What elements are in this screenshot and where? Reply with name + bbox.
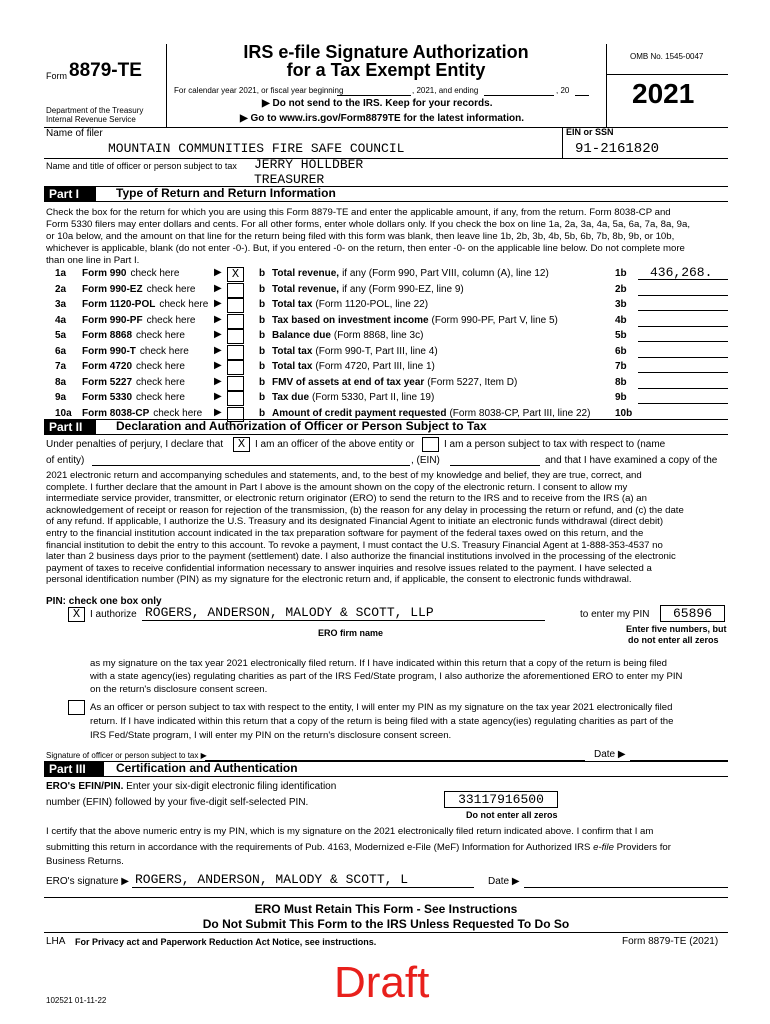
line-amount[interactable]: 436,268. <box>650 265 713 280</box>
line-form <box>82 330 185 341</box>
form-code: 102521 01-11-22 <box>46 996 107 1005</box>
ero-firm-name: ROGERS, ANDERSON, MALODY & SCOTT, LLP <box>145 605 434 620</box>
officer-signature-label: Signature of officer or person subject to tax ▶ <box>46 751 207 760</box>
line-description <box>272 299 428 310</box>
line-form-name: Form 5330 <box>82 392 133 403</box>
part1-instr-4: whichever is applicable, blank (do not enter -0-). But, if you entered -0- on the return, then enter -0- on the applicable line below. Do not complete more <box>46 243 685 254</box>
line-ref-number: 2b <box>615 283 627 295</box>
declaration-line: entry to the financial institution account indicated in the tax preparation software for payment of the federal taxes owed on this return, and the <box>46 528 644 539</box>
line-form <box>82 377 185 388</box>
line-check-text: check here <box>139 345 189 357</box>
line-desc-text: (Form 5330, Part II, line 19) <box>312 392 435 403</box>
line-number: 7a <box>55 361 67 372</box>
alt-para-3: IRS Fed/State program, I will enter my PIN on the return's disclosure consent screen. <box>90 730 452 741</box>
line-form <box>82 408 202 419</box>
line-checkbox[interactable] <box>227 345 244 360</box>
tax-year: 2021 <box>632 78 695 109</box>
line-check-text: check here <box>136 361 185 372</box>
arrow-icon: ▶ <box>214 375 222 387</box>
line-number: 2a <box>55 283 67 295</box>
line-desc-text: (Form 4720, Part III, line 1) <box>315 361 435 372</box>
line-form <box>82 315 196 326</box>
certify-2: submitting this return in accordance with the requirements of Pub. 4163, Modernized e-File (MeF) Information for Authorized IRS <box>46 842 591 853</box>
certify-3: Business Returns. <box>46 856 124 867</box>
line-check-text: check here <box>136 392 185 403</box>
line-desc-bold: Total tax <box>272 345 313 357</box>
line-form-name: Form 990-T <box>82 345 136 357</box>
form-number: 8879-TE <box>69 60 142 81</box>
line-description <box>272 268 549 279</box>
lha-label: LHA <box>46 936 66 947</box>
efin-label: ERO's EFIN/PIN. <box>46 781 124 792</box>
line-desc-text: (Form 8038-CP, Part III, line 22) <box>449 407 591 419</box>
line-checkbox[interactable] <box>227 360 244 375</box>
line-form <box>82 346 189 357</box>
declaration-line: later than 2 business days prior to the payment (settlement) date. I also authorize the financial institutions involved in the processing of the electronic <box>46 551 676 563</box>
line-number: 10a <box>55 407 72 419</box>
certify-2b: Providers for <box>616 842 671 853</box>
amount-underline <box>638 310 728 311</box>
arrow-icon: ▶ <box>214 360 222 371</box>
line-b-label: b <box>259 330 266 341</box>
line-check-text: check here <box>136 330 185 341</box>
declaration-line: intermediate service provider, transmitter, or electronic return originator (ERO) to send the return to the IRS and to receive from the IRS (a) an <box>46 493 647 505</box>
efile-word: e-file <box>593 842 614 853</box>
line-description <box>272 392 434 403</box>
line-desc-text: (Form 990-PF, Part V, line 5) <box>431 314 558 326</box>
line-desc-bold: Tax based on investment income <box>272 314 429 326</box>
ero-firm-label: ERO firm name <box>318 628 384 638</box>
part1-instr-1: Check the box for the return for which you are using this Form 8879-TE and enter the applicable amount, if any, from the return. Form 8038-CP and <box>46 207 671 218</box>
line-description <box>272 330 423 341</box>
retain-line-2: Do Not Submit This Form to the IRS Unless Requested To Do So <box>202 917 570 931</box>
line-desc-bold: Total revenue, <box>272 268 340 279</box>
line-desc-text: if any (Form 990-EZ, line 9) <box>342 283 464 295</box>
line-form <box>82 284 196 295</box>
line-checkbox[interactable] <box>227 298 244 313</box>
amount-underline <box>638 279 728 280</box>
form-title-1: IRS e-file Signature Authorization <box>243 42 529 62</box>
line-ref-number: 7b <box>615 361 627 372</box>
line-form-name: Form 990 <box>82 268 127 279</box>
line-checkbox[interactable] <box>227 376 244 391</box>
department: Department of the Treasury <box>46 106 144 115</box>
part1-instr-5: than one line in Part I. <box>46 255 140 266</box>
part1-title: Type of Return and Return Information <box>116 186 336 200</box>
efin-no-zeros: Do not enter all zeros <box>466 810 558 820</box>
alt-pin-checkbox[interactable] <box>68 700 85 715</box>
line-form <box>82 392 185 403</box>
line-description <box>272 408 590 419</box>
line-desc-text: (Form 1120-POL, line 22) <box>315 299 429 310</box>
notice-url: ▶ Go to www.irs.gov/Form8879TE for the latest information. <box>240 113 525 124</box>
line-number: 3a <box>55 299 67 310</box>
perjury-text: Under penalties of perjury, I declare that <box>46 439 224 450</box>
line-number: 1a <box>55 268 67 279</box>
line-desc-bold: Total tax <box>272 361 313 372</box>
line-desc-bold: Total revenue, <box>272 283 340 295</box>
line-b-label: b <box>259 345 266 357</box>
line-desc-text: (Form 8868, line 3c) <box>333 330 424 341</box>
part2-title: Declaration and Authorization of Officer or Person Subject to Tax <box>116 419 487 433</box>
line-check-text: check here <box>136 376 185 388</box>
authorize-text: I authorize <box>90 609 137 620</box>
amount-underline <box>638 372 728 373</box>
retain-line-1: ERO Must Retain This Form - See Instructions <box>254 902 518 916</box>
efin-value-box[interactable]: 33117916500 <box>444 791 558 808</box>
line-description <box>272 361 435 372</box>
line-checkbox[interactable] <box>227 314 244 329</box>
declaration-line: complete. I further declare that the amount in Part I above is the amount shown on the copy of the electronic return. I consent to allow my <box>46 481 628 493</box>
officer-check-text: I am an officer of the above entity or <box>255 439 415 450</box>
ein-value: 91-2161820 <box>575 141 660 157</box>
line-checkbox[interactable] <box>227 283 244 298</box>
line-desc-bold: Balance due <box>272 330 331 341</box>
part2-label: Part II <box>44 419 96 435</box>
enter-five-2: do not enter all zeros <box>628 635 719 645</box>
line-number: 8a <box>55 376 67 388</box>
part1-instr-2: Form 5330 filers may enter dollars and cents. For all other forms, enter whole dollars only. If you check the box on line 1a, 2a, 3a, 4a, 5a, 6a, 7a, 8a, 9a, <box>46 219 691 230</box>
pin-heading: PIN: check one box only <box>46 596 162 607</box>
line-desc-bold: Tax due <box>272 392 310 403</box>
line-desc-text: (Form 990-T, Part III, line 4) <box>315 345 438 357</box>
line-checkbox[interactable] <box>227 391 244 406</box>
line-b-label: b <box>259 392 266 403</box>
calendar-mid: , 2021, and ending <box>412 86 479 95</box>
part3-label: Part III <box>44 761 104 777</box>
arrow-icon: ▶ <box>214 282 222 294</box>
authorize-checkbox[interactable]: X <box>68 607 85 622</box>
officer-name: JERRY HOLLDBER <box>254 157 364 172</box>
enter-five-1: Enter five numbers, but <box>626 624 727 634</box>
ero-date-label: Date ▶ <box>488 876 520 887</box>
filer-name-label: Name of filer <box>46 128 103 139</box>
line-number: 9a <box>55 392 67 403</box>
ein-label: EIN or SSN <box>566 127 614 137</box>
line-ref-number: 9b <box>615 392 627 403</box>
omb-number: OMB No. 1545-0047 <box>630 52 704 61</box>
entity-text: of entity) <box>46 455 85 466</box>
draft-watermark: Draft <box>334 958 430 1007</box>
pin-value-box[interactable]: 65896 <box>660 605 725 622</box>
form-reference: Form 8879-TE (2021) <box>622 936 719 947</box>
examined-text: and that I have examined a copy of the <box>545 455 718 466</box>
line-b-label: b <box>259 283 266 295</box>
line-b-label: b <box>259 299 266 310</box>
line-form-name: Form 8868 <box>82 330 133 341</box>
line-b-label: b <box>259 314 266 326</box>
declaration-line: payment of taxes to receive confidential information necessary to answer inquiries and resolve issues related to the payment. I have selected a <box>46 562 652 574</box>
line-description <box>272 346 438 357</box>
line-form-name: Form 990-EZ <box>82 283 143 295</box>
person-checkbox[interactable] <box>422 437 439 452</box>
certify-2-line <box>46 842 671 853</box>
arrow-icon: ▶ <box>214 344 222 356</box>
line-form-name: Form 8038-CP <box>82 407 150 419</box>
part1-label: Part I <box>44 186 96 202</box>
alt-para-1: As an officer or person subject to tax with respect to the entity, I will enter my PIN as my signature on the tax year 2021 electronically filed <box>90 702 673 713</box>
amount-underline <box>638 403 728 404</box>
amount-underline <box>638 341 728 342</box>
line-check-text: check here <box>130 268 180 279</box>
calendar-end: , 20 <box>556 86 570 95</box>
to-enter-pin-text: to enter my PIN <box>580 609 650 620</box>
amount-underline <box>638 326 728 327</box>
line-description <box>272 315 558 326</box>
ero-signature-value: ROGERS, ANDERSON, MALODY & SCOTT, L <box>135 872 409 887</box>
declaration-line: acknowledgement of receipt or reason for rejection of the transmission, (b) the reason for any delay in processing the return or refund, and (c) the date <box>46 504 684 516</box>
filer-name: MOUNTAIN COMMUNITIES FIRE SAFE COUNCIL <box>108 141 405 156</box>
line-desc-bold: FMV of assets at end of tax year <box>272 376 425 388</box>
line-form <box>82 268 179 279</box>
line-checkbox[interactable]: X <box>227 267 244 282</box>
efin-text: Enter your six-digit electronic filing identification <box>123 781 337 792</box>
declaration-line: personal identification number (PIN) as my signature for the electronic return and, if applicable, the consent to electronic funds withdrawal. <box>46 574 632 586</box>
calendar-text: For calendar year 2021, or fiscal year beginning <box>174 86 344 95</box>
line-desc-bold: Amount of credit payment requested <box>272 407 447 419</box>
line-desc-text: (Form 5227, Item D) <box>427 376 518 388</box>
line-form <box>82 361 185 372</box>
line-b-label: b <box>259 268 266 279</box>
sig-para-3: on the return's disclosure consent screen. <box>90 684 268 695</box>
line-form-name: Form 1120-POL <box>82 299 156 310</box>
arrow-icon: ▶ <box>214 313 222 325</box>
certify-1: I certify that the above numeric entry is my PIN, which is my signature on the 2021 electronically filed return indicated above. I confirm that I am <box>46 826 654 837</box>
line-ref-number: 6b <box>615 345 627 357</box>
form-title-2: for a Tax Exempt Entity <box>286 60 486 80</box>
line-form-name: Form 5227 <box>82 376 133 388</box>
line-number: 4a <box>55 314 67 326</box>
notice-keep: ▶ Do not send to the IRS. Keep for your records. <box>262 98 493 109</box>
amount-underline <box>638 388 728 389</box>
privacy-notice: For Privacy act and Paperwork Reduction Act Notice, see instructions. <box>75 937 377 947</box>
sig-para-1: as my signature on the tax year 2021 electronically filed return. If I have indicated within this return that a copy of the return is being filed <box>90 658 668 669</box>
ero-signature-label: ERO's signature ▶ <box>46 876 129 887</box>
line-number: 6a <box>55 345 67 357</box>
arrow-icon: ▶ <box>214 329 222 340</box>
arrow-icon: ▶ <box>214 298 222 309</box>
efin-text-2: number (EFIN) followed by your five-digit self-selected PIN. <box>46 797 309 808</box>
form-word: Form <box>46 71 67 81</box>
declaration-line: financial institution to debit the entry to this account. To revoke a payment, I must contact the U.S. Treasury Financial Agent at 1-888-353-4537 no <box>46 539 663 551</box>
line-checkbox[interactable] <box>227 329 244 344</box>
officer-label: Name and title of officer or person subject to tax <box>46 161 237 171</box>
officer-checkbox[interactable]: X <box>233 437 250 452</box>
line-b-label: b <box>259 376 266 388</box>
line-check-text: check here <box>153 407 203 419</box>
arrow-icon: ▶ <box>214 406 222 418</box>
line-ref-number: 8b <box>615 376 627 388</box>
person-check-text: I am a person subject to tax with respect to (name <box>444 439 666 450</box>
line-ref-number: 10b <box>615 407 633 419</box>
line-description <box>272 284 464 295</box>
officer-title: TREASURER <box>254 172 325 187</box>
line-ref-number: 1b <box>615 268 627 279</box>
declaration-line: 2021 electronic return and accompanying schedules and statements, and, to the best of my knowledge and belief, they are true, correct, and <box>46 470 642 481</box>
amount-underline <box>638 295 728 296</box>
irs-name: Internal Revenue Service <box>46 115 136 124</box>
part3-title: Certification and Authentication <box>116 761 298 775</box>
amount-underline <box>638 357 728 358</box>
arrow-icon: ▶ <box>214 391 222 402</box>
line-desc-text: if any (Form 990, Part VIII, column (A), line 12) <box>342 268 549 279</box>
efin-label-line <box>46 781 336 792</box>
ein-text: , (EIN) <box>411 455 440 466</box>
line-number: 5a <box>55 330 67 341</box>
declaration-line: of any refund. If applicable, I authorize the U.S. Treasury and its designated Financial Agent to initiate an electronic funds withdrawal (direct debit) <box>46 516 664 528</box>
part1-instr-3: or 10a below, and the amount on that line for the return being filed with this form was blank, then leave line 1b, 2b, 3b, 4b, 5b, 6b, 7b, 8b, 9b, or 10b, <box>46 231 675 242</box>
line-check-text: check here <box>159 299 209 310</box>
line-b-label: b <box>259 361 266 372</box>
line-check-text: check here <box>146 283 196 295</box>
line-b-label: b <box>259 407 266 419</box>
line-form <box>82 299 208 310</box>
line-form-name: Form 4720 <box>82 361 133 372</box>
line-ref-number: 3b <box>615 299 627 310</box>
officer-date-label: Date ▶ <box>594 749 626 760</box>
alt-para-2: return. If I have indicated within this return that a copy of the return is being filed with a state agency(ies) regulating charities as part of the <box>90 716 674 727</box>
sig-para-2: with a state agency(ies) regulating charities as part of the IRS Fed/State program, I also authorize the aforementioned ERO to enter my PIN <box>90 671 683 682</box>
line-check-text: check here <box>146 314 196 326</box>
arrow-icon: ▶ <box>214 267 222 278</box>
line-form-name: Form 990-PF <box>82 314 143 326</box>
line-ref-number: 5b <box>615 330 627 341</box>
line-desc-bold: Total tax <box>272 299 313 310</box>
line-description <box>272 377 517 388</box>
line-ref-number: 4b <box>615 314 627 326</box>
